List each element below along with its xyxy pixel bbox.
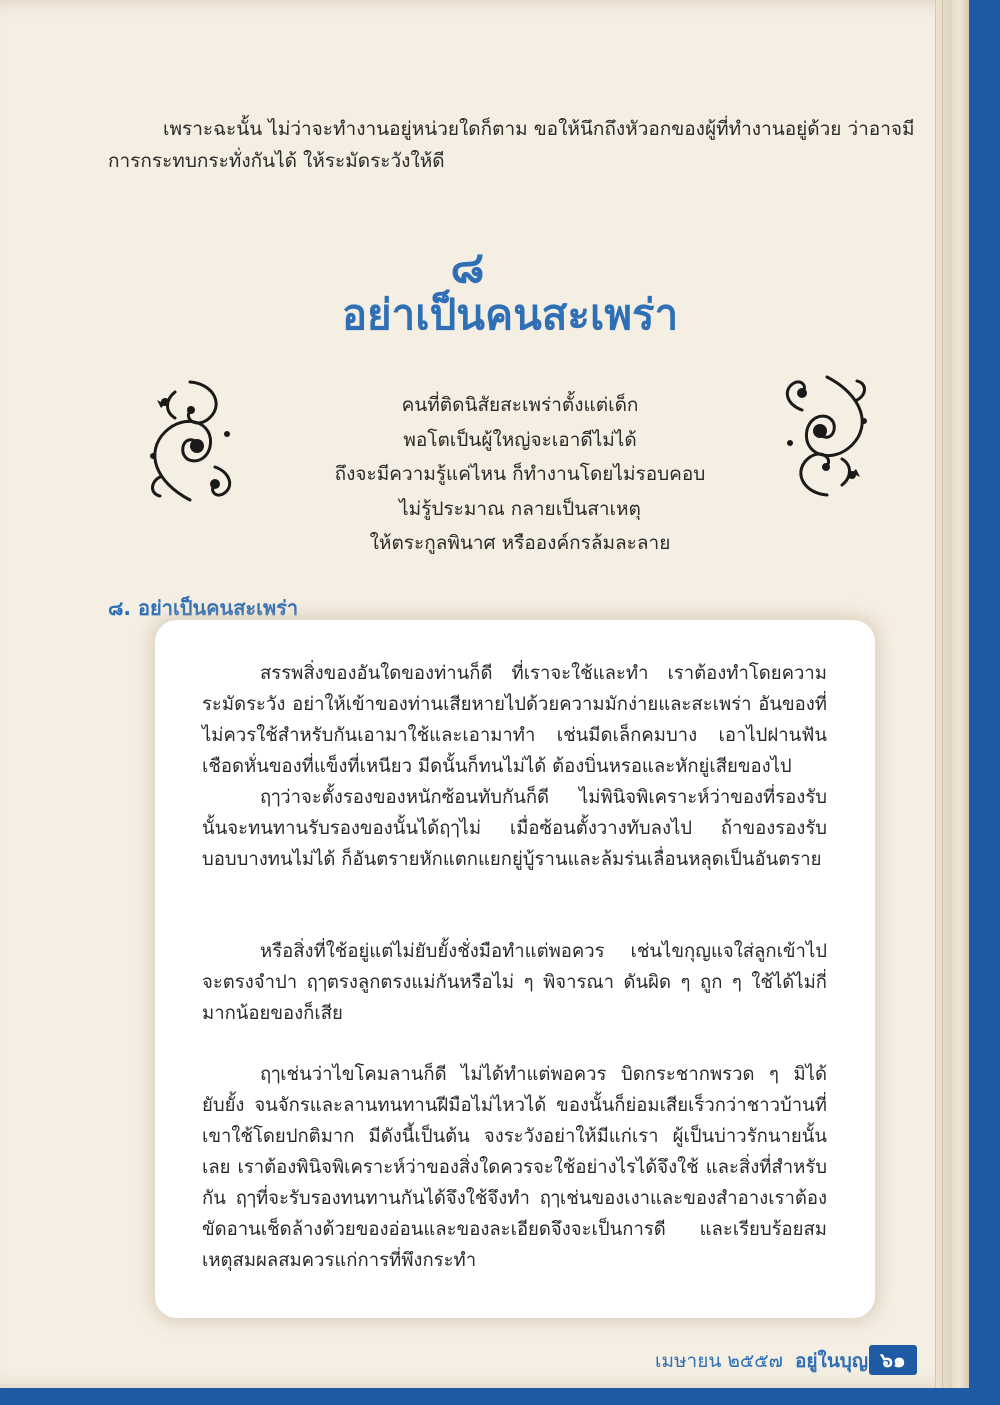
- intro-paragraph: เพราะฉะนั้น ไม่ว่าจะทำงานอยู่หน่วยใดก็ตาม ขอให้นึกถึงหัวอกของผู้ที่ทำงานอยู่ด้วย ว่าอาจมีการกระทบกระทั่งกันได้ ให้ระมัดระวังให้ดี: [108, 118, 915, 172]
- verse-line: คนที่ติดนิสัยสะเพร่าตั้งแต่เด็ก: [401, 394, 639, 416]
- verse-line: ให้ตระกูลพินาศ หรือองค์กรล้มละลาย: [369, 532, 671, 554]
- page-edge: [935, 0, 969, 1388]
- footer: [655, 1346, 868, 1378]
- verse-line: ไม่รู้ประมาณ กลายเป็นสาเหตุ: [399, 497, 641, 520]
- content-box: [155, 620, 875, 1318]
- body-paragraph: หรือสิ่งที่ใช้อยู่แต่ไม่ยับยั้งชั่งมือทำแต่พอควร เช่นไขกุญแจใส่ลูกเข้าไปจะตรงจำปา ฤๅตรงลูกตรงแม่กันหรือไม่ ๆ พิจารณา ดันผิด ๆ ถูก ๆ ใช้ได้ไม่กี่มากน้อยของก็เสีย: [202, 941, 827, 1024]
- verse-line: ถึงจะมีความรู้แค่ไหน ก็ทำงานโดยไม่รอบคอบ: [334, 463, 706, 485]
- footer-magazine: อยู่ในบุญ: [795, 1350, 869, 1372]
- section-heading: ๘. อย่าเป็นคนสะเพร่า: [108, 596, 299, 620]
- body-paragraph: ฤๅเช่นว่าไขโคมลานก็ดี ไม่ได้ทำแต่พอควร บิดกระชากพรวด ๆ มิได้ยับยั้ง จนจักรและลานทนทานฝีมือไม่ไหวได้ ของนั้นก็ย่อมเสียเร็วกว่าชาวบ้านที่เขาใช้โดยปกติมาก มีดังนี้เป็นต้น จงระวังอย่าให้มีแก่เรา ผู้เป็นบ่าวรักนายนั้นเลย เราต้องพินิจพิเคราะห์ว่าของสิ่งใดควรจะใช้อย่างไรได้จึงใช้ และสิ่งที่สำหรับกัน ฤๅที่จะรับรองทนทานกันได้จึงใช้จึงทำ ฤๅเช่นของเงาและของสำอางเราต้องขัดอานเช็ดล้างด้วยของอ่อนและของละเอียดจึงจะเป็นการดี และเรียบร้อยสมเหตุสมผลสมควรแก่การที่พึงกระทำ: [202, 1064, 827, 1271]
- verse-block: [290, 388, 750, 561]
- page-number: ๖๑: [869, 1345, 917, 1375]
- chapter-title: อย่าเป็นคนสะเพร่า: [341, 290, 679, 339]
- body-paragraph: สรรพสิ่งของอันใดของท่านก็ดี ที่เราจะใช้และทำ เราต้องทำโดยความระมัดระวัง อย่าให้เข้าของท่านเสียหายไปด้วยความมักง่ายและสะเพร่า อันของที่ไม่ควรใช้สำหรับกันเอามาใช้และเอามาทำ เช่นมีดเล็กคมบาง เอาไปฝานฟันเชือดหั่นของที่แข็งที่เหนียว มีดนั้นก็ทนไม่ได้ ต้องบิ่นหรอและหักยู่เสียของไป: [202, 663, 827, 777]
- body-paragraph: ฤๅว่าจะตั้งรองของหนักซ้อนทับกันก็ดี ไม่พินิจพิเคราะห์ว่าของที่รองรับนั้นจะทนทานรับรองของนั้นได้ฤๅไม่ เมื่อซ้อนตั้งวางทับลงไป ถ้าของรองรับบอบบางทนไม่ได้ ก็อันตรายหักแตกแยกยู่บู้รานและล้มร่นเลื่อนหลุดเป็นอันตราย: [202, 787, 827, 870]
- bottom-border: [0, 1388, 1000, 1405]
- footer-issue: เมษายน ๒๕๕๗: [655, 1350, 783, 1372]
- chapter-number: ๘: [450, 242, 485, 293]
- flourish-ornament-icon: [772, 370, 882, 505]
- verse-line: พอโตเป็นผู้ใหญ่จะเอาดีไม่ได้: [403, 428, 637, 451]
- flourish-ornament-icon: [135, 372, 245, 507]
